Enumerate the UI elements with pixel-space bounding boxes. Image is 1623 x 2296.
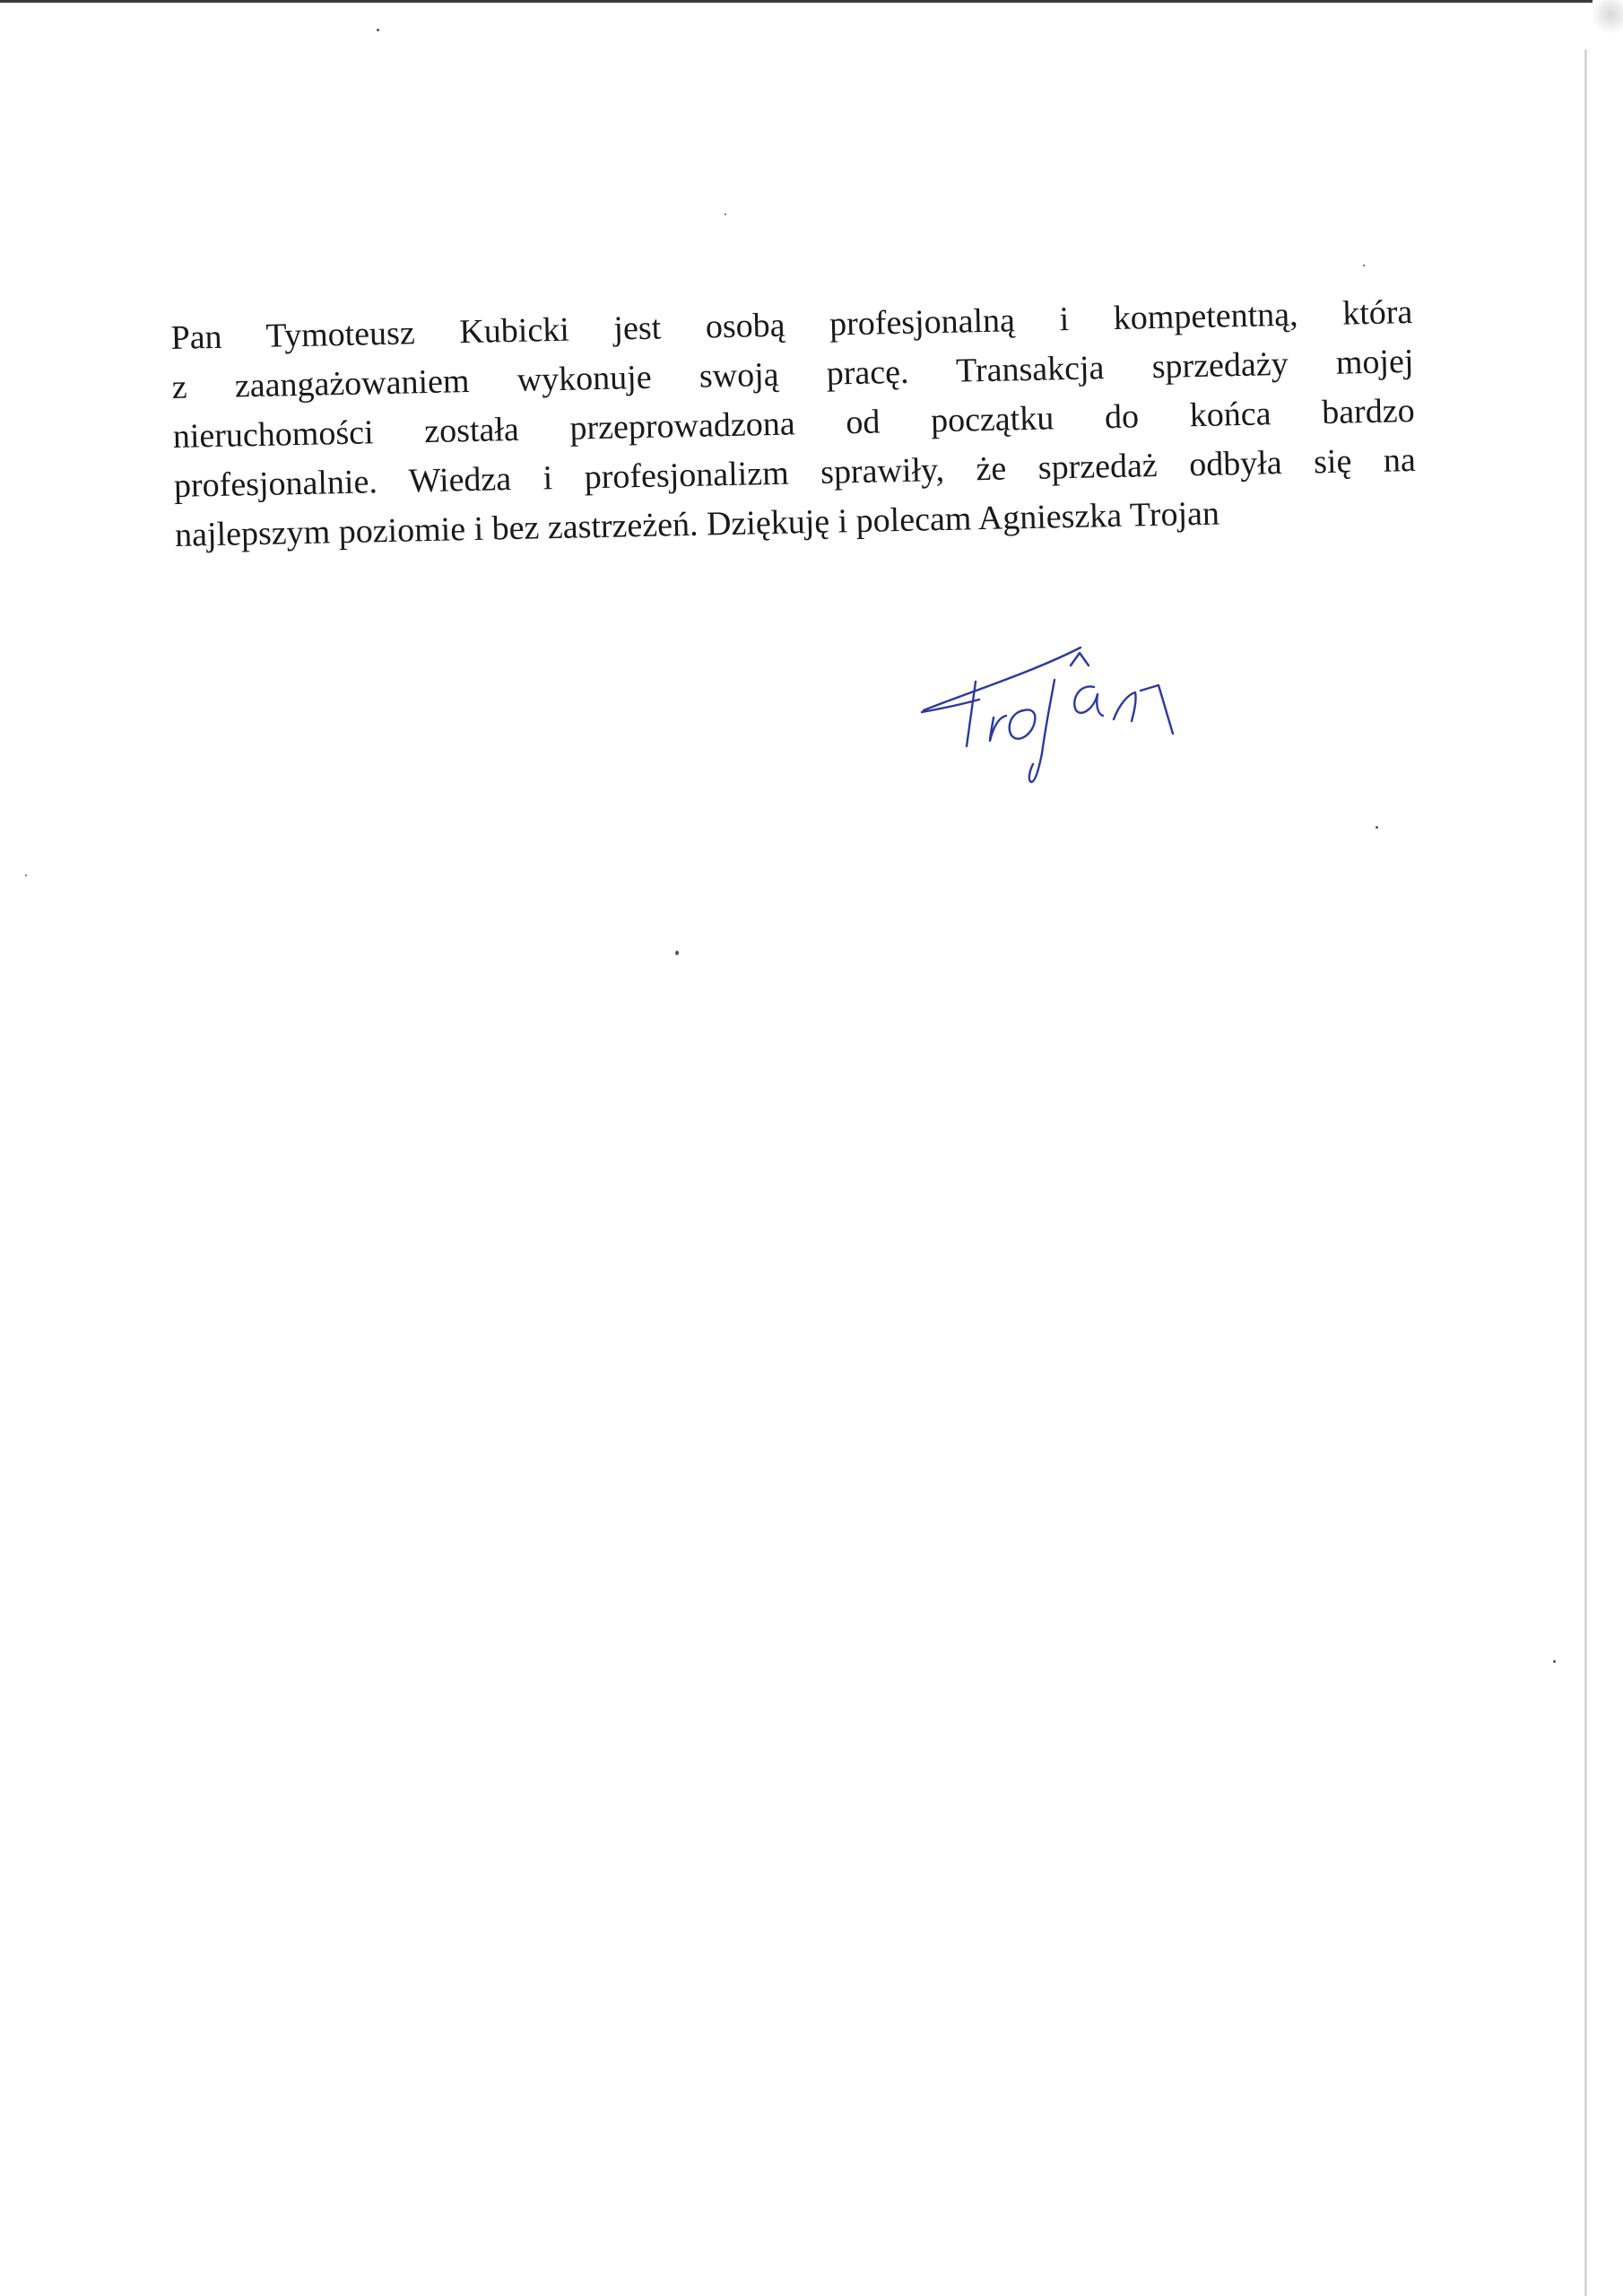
scan-speck <box>25 874 27 876</box>
scan-top-edge <box>0 0 1605 3</box>
signature-trojan <box>906 628 1202 807</box>
letter-body <box>170 288 1417 561</box>
scan-corner-shadow <box>1593 0 1623 36</box>
scan-speck <box>725 213 726 215</box>
letter-line: nieruchomości została przeprowadzona od początku do końca bardzo <box>172 391 1416 456</box>
letter-line: najlepszym poziomie i bez zastrzeżeń. Dziękuję i polecam Agnieszka Trojan <box>174 494 1220 554</box>
scan-speck <box>1376 826 1378 829</box>
scan-right-edge <box>1584 49 1587 2296</box>
scan-speck <box>675 951 679 955</box>
scan-speck <box>1363 265 1365 266</box>
scan-speck <box>1553 1660 1556 1663</box>
letter-line: z zaangażowaniem wykonuje swoją pracę. Transakcja sprzedaży mojej <box>171 342 1414 406</box>
letter-line: Pan Tymoteusz Kubicki jest osobą profesjonalną i kompetentną, która <box>170 292 1413 357</box>
scan-speck <box>377 29 379 31</box>
letter-line: profesjonalnie. Wiedza i profesjonalizm sprawiły, że sprzedaż odbyła się na <box>173 440 1417 505</box>
